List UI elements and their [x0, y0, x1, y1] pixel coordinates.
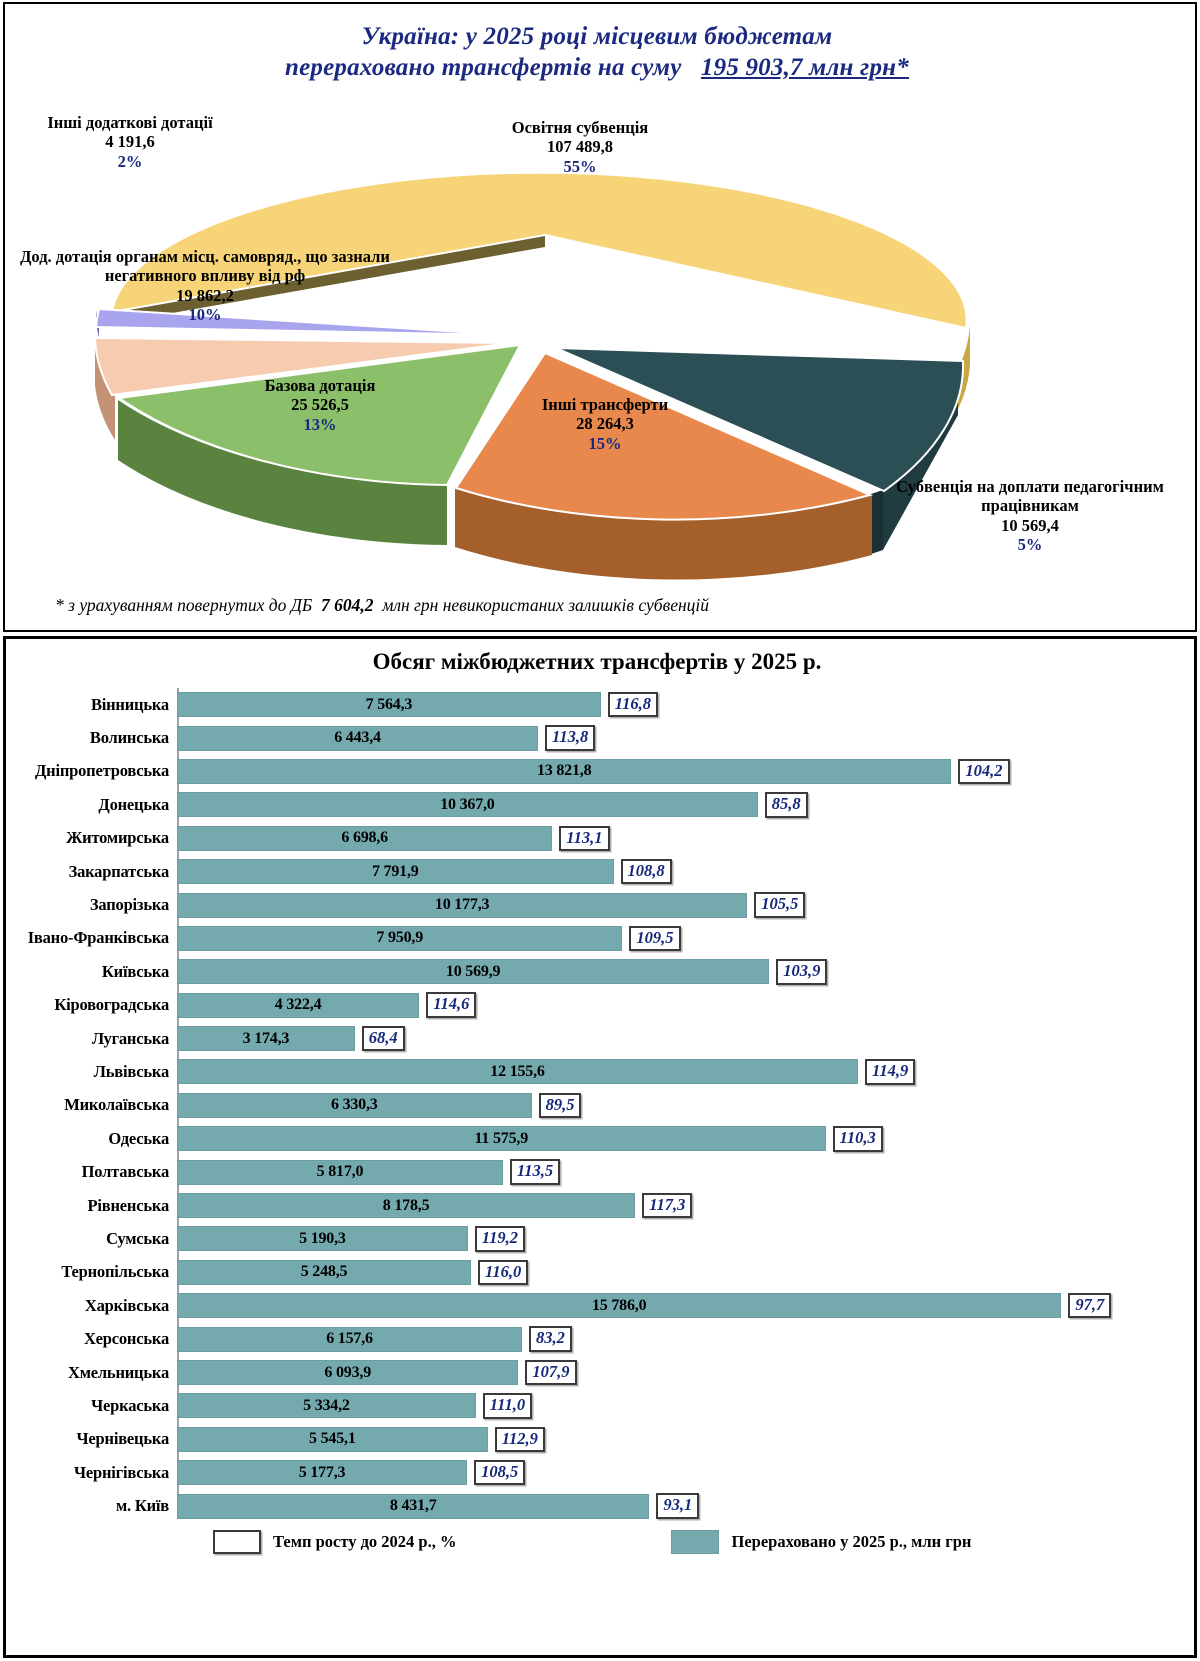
- bar-row-growth-badge: 119,2: [475, 1226, 525, 1252]
- bar-row-bar[interactable]: [177, 759, 951, 784]
- pie-chart: [0, 95, 1194, 595]
- bar-row-region: Вінницька: [90, 694, 169, 714]
- pie-label-basic: [180, 376, 460, 434]
- bar-row: [3, 688, 1197, 721]
- pie-label-extra-local-name: Дод. дотація органам місц. самовряд., що зазнали негативного впливу від рф: [20, 247, 390, 286]
- bar-row-growth-badge: 93,1: [656, 1493, 699, 1519]
- bar-row: [3, 1389, 1197, 1422]
- bar-row-growth-badge: 108,8: [621, 859, 672, 885]
- bar-row-region: Закарпатська: [68, 861, 169, 881]
- bar-row-amount: 5 190,3: [299, 1229, 346, 1247]
- bar-row-region: Запорізька: [89, 895, 169, 915]
- pie-title-total-amount: 195 903,7 млн грн*: [700, 53, 909, 81]
- bar-row-bar[interactable]: [177, 1427, 488, 1452]
- bar-row-track: [177, 1189, 1197, 1222]
- bar-row-growth-badge: 68,4: [362, 1026, 405, 1052]
- bar-row: [3, 721, 1197, 754]
- pie-label-basic-value: 25 526,5: [291, 395, 349, 415]
- pie-label-other-transfers: [455, 395, 755, 453]
- bar-chart-legend: [3, 1530, 1197, 1554]
- bar-row-track: [177, 1155, 1197, 1188]
- bar-row-track: [177, 755, 1197, 788]
- bar-row-amount: 6 330,3: [330, 1096, 378, 1114]
- bar-row-growth-badge: 113,8: [545, 725, 595, 751]
- bar-row-amount: 10 177,3: [434, 896, 490, 914]
- bar-row-amount: 6 443,4: [334, 729, 381, 747]
- bar-row-growth-badge: 89,5: [539, 1093, 582, 1119]
- bar-row-track: [177, 955, 1197, 988]
- bar-row-amount: 8 431,7: [389, 1497, 437, 1515]
- bar-row: [3, 989, 1197, 1022]
- bar-row: [3, 1122, 1197, 1155]
- bar-row-region: Волинська: [89, 728, 169, 748]
- bar-row: [3, 788, 1197, 821]
- bar-row-amount: 10 367,0: [440, 795, 495, 813]
- pie-chart-title: [0, 22, 1194, 83]
- pie-label-other-transfers-percent: 15%: [588, 433, 622, 453]
- bar-row: [3, 1222, 1197, 1255]
- bar-row: [3, 1256, 1197, 1289]
- bar-row-region: Полтавська: [81, 1162, 169, 1182]
- pie-label-other-extra: [5, 113, 255, 171]
- pie-footnote-prefix: * з урахуванням повернутих до ДБ: [55, 595, 313, 615]
- pie-footnote-amount: 7 604,2: [320, 595, 374, 615]
- bar-row-region: Сумська: [106, 1228, 169, 1248]
- bar-row-growth-badge: 111,0: [483, 1393, 532, 1419]
- pie-footnote: [55, 595, 709, 616]
- bar-row-region: Одеська: [108, 1128, 169, 1148]
- bar-row-track: [177, 1222, 1197, 1255]
- legend-growth-swatch-icon: [213, 1530, 261, 1554]
- legend-growth-label: Темп росту до 2024 р., %: [273, 1532, 457, 1551]
- bar-row-amount: 6 157,6: [326, 1330, 373, 1348]
- bar-row-bar[interactable]: [177, 1126, 826, 1151]
- bar-row-region: м. Київ: [115, 1496, 169, 1516]
- bar-row-region: Чернівецька: [76, 1429, 169, 1449]
- bar-row-region: Херсонська: [83, 1329, 169, 1349]
- bar-row-growth-badge: 113,1: [559, 826, 609, 852]
- bar-row-region: Миколаївська: [64, 1095, 169, 1115]
- bar-row-track: [177, 788, 1197, 821]
- bar-row-track: [177, 1122, 1197, 1155]
- bar-row-bar[interactable]: [177, 859, 614, 884]
- bar-row-region: Івано-Франківська: [27, 928, 169, 948]
- pie-label-other-extra-percent: 2%: [117, 151, 143, 171]
- pie-label-pedagogical-percent: 5%: [1017, 534, 1043, 554]
- bar-row-bar[interactable]: [177, 1026, 355, 1051]
- bar-row-track: [177, 1055, 1197, 1088]
- bar-row-growth-badge: 116,0: [478, 1260, 528, 1286]
- bar-row-track: [177, 888, 1197, 921]
- bar-row: [3, 1022, 1197, 1055]
- bar-row: [3, 1322, 1197, 1355]
- bar-row-growth-badge: 112,9: [495, 1427, 545, 1453]
- pie-label-extra-local-value: 19 862,2: [176, 285, 234, 305]
- bar-row-track: [177, 1289, 1197, 1322]
- bar-row-bar[interactable]: [177, 1327, 522, 1352]
- bar-row-region: Черкаська: [91, 1395, 169, 1415]
- bar-row-region: Житомирська: [66, 828, 169, 848]
- bar-row-bar[interactable]: [177, 1226, 468, 1251]
- bar-row-track: [177, 721, 1197, 754]
- bar-row-growth-badge: 110,3: [833, 1126, 883, 1152]
- bar-row-amount: 7 564,3: [365, 695, 413, 713]
- bar-row-growth-badge: 107,9: [525, 1360, 576, 1386]
- bar-row-track: [177, 1389, 1197, 1422]
- pie-label-pedagogical-name: Субвенція на доплати педагогічним працівникам: [896, 477, 1164, 516]
- bar-row-region: Дніпропетровська: [35, 761, 169, 781]
- pie-title-line-2: [0, 53, 1194, 84]
- bar-row-growth-badge: 97,7: [1068, 1293, 1111, 1319]
- bar-chart-rows: [3, 688, 1197, 1523]
- bar-row-track: [177, 989, 1197, 1022]
- legend-item-amount: [671, 1530, 971, 1554]
- bar-row: [3, 1423, 1197, 1456]
- bar-row-region: Донецька: [98, 794, 169, 814]
- bar-row: [3, 822, 1197, 855]
- pie-label-education-percent: 55%: [563, 156, 597, 176]
- bar-row-amount: 6 093,9: [324, 1363, 371, 1381]
- bar-row-growth-badge: 83,2: [529, 1326, 572, 1352]
- bar-row-bar[interactable]: [177, 926, 622, 951]
- bar-row-amount: 5 334,2: [303, 1396, 350, 1414]
- bar-row-growth-badge: 85,8: [765, 792, 808, 818]
- bar-row: [3, 1456, 1197, 1489]
- bar-row: [3, 755, 1197, 788]
- bar-row-region: Харківська: [84, 1295, 169, 1315]
- bar-row-growth-badge: 108,5: [474, 1460, 525, 1486]
- bar-row-growth-badge: 114,6: [426, 992, 476, 1018]
- pie-label-extra-local-percent: 10%: [188, 304, 222, 324]
- bar-row-amount: 13 821,8: [536, 762, 592, 780]
- bar-row-amount: 15 786,0: [591, 1296, 647, 1314]
- bar-row-amount: 3 174,3: [242, 1029, 290, 1047]
- bar-row-bar[interactable]: [177, 993, 419, 1018]
- bar-row-bar[interactable]: [177, 959, 769, 984]
- bar-row-amount: 6 698,6: [341, 829, 388, 847]
- bar-row-growth-badge: 114,9: [865, 1059, 915, 1085]
- bar-row-bar[interactable]: [177, 1460, 467, 1485]
- pie-label-other-extra-value: 4 191,6: [105, 132, 155, 152]
- bar-row-region: Рівненська: [87, 1195, 169, 1215]
- bar-row-region: Хмельницька: [67, 1362, 169, 1382]
- bar-row-track: [177, 1089, 1197, 1122]
- bar-row: [3, 1055, 1197, 1088]
- bar-row: [3, 922, 1197, 955]
- bar-row-growth-badge: 103,9: [776, 959, 827, 985]
- bar-row-track: [177, 855, 1197, 888]
- bar-row-bar[interactable]: [177, 1160, 503, 1185]
- legend-item-growth: [213, 1530, 456, 1554]
- bar-row-amount: 11 575,9: [474, 1129, 529, 1147]
- bar-row: [3, 1356, 1197, 1389]
- bar-row-growth-badge: 116,8: [608, 692, 658, 718]
- bar-row-track: [177, 1322, 1197, 1355]
- bar-row-track: [177, 1456, 1197, 1489]
- pie-label-basic-percent: 13%: [303, 414, 337, 434]
- bar-row-bar[interactable]: [177, 1360, 518, 1385]
- bar-row-track: [177, 1356, 1197, 1389]
- bar-row-amount: 7 950,9: [376, 929, 423, 947]
- pie-label-pedagogical: [880, 477, 1180, 554]
- pie-label-pedagogical-value: 10 569,4: [1001, 515, 1059, 535]
- pie-label-education: [430, 118, 730, 176]
- pie-label-other-extra-name: Інші додаткові дотації: [47, 113, 213, 132]
- bar-row: [3, 1155, 1197, 1188]
- bar-row: [3, 955, 1197, 988]
- bar-row: [3, 1289, 1197, 1322]
- pie-title-line-1: Україна: у 2025 році місцевим бюджетам: [361, 23, 833, 50]
- bar-row-growth-badge: 104,2: [958, 759, 1009, 785]
- bar-row-track: [177, 1022, 1197, 1055]
- bar-row: [3, 1089, 1197, 1122]
- bar-row-bar[interactable]: [177, 726, 538, 751]
- bar-row-bar[interactable]: [177, 792, 758, 817]
- pie-label-other-transfers-name: Інші трансферти: [541, 395, 669, 414]
- bar-row-track: [177, 688, 1197, 721]
- bar-row-amount: 10 569,9: [445, 962, 501, 980]
- bar-row-region: Київська: [101, 961, 169, 981]
- bar-row-bar[interactable]: [177, 692, 601, 717]
- bar-row-track: [177, 1489, 1197, 1522]
- bar-row-track: [177, 1256, 1197, 1289]
- pie-label-education-value: 107 489,8: [547, 137, 613, 157]
- pie-footnote-suffix: млн грн невикористаних залишків субвенцій: [382, 595, 710, 615]
- pie-label-education-name: Освітня субвенція: [511, 118, 649, 137]
- bar-row-region: Кіровоградська: [54, 995, 169, 1015]
- bar-row-region: Луганська: [91, 1028, 169, 1048]
- bar-row-amount: 8 178,5: [382, 1196, 430, 1214]
- bar-row-bar[interactable]: [177, 1260, 471, 1285]
- bar-row: [3, 1189, 1197, 1222]
- bar-row-bar[interactable]: [177, 893, 747, 918]
- bar-row-bar[interactable]: [177, 1093, 532, 1118]
- bar-row-growth-badge: 109,5: [629, 926, 680, 952]
- bar-row-growth-badge: 117,3: [642, 1193, 692, 1219]
- pie-label-other-transfers-value: 28 264,3: [576, 414, 634, 434]
- bar-row-amount: 5 248,5: [300, 1263, 348, 1281]
- bar-row-region: Львівська: [93, 1061, 169, 1081]
- bar-chart-title: Обсяг міжбюджетних трансфертів у 2025 р.: [372, 649, 822, 674]
- bar-row-amount: 7 791,9: [371, 862, 419, 880]
- legend-amount-label: Перераховано у 2025 р., млн грн: [731, 1532, 972, 1551]
- bar-row-amount: 5 177,3: [298, 1463, 346, 1481]
- bar-row: [3, 888, 1197, 921]
- bar-row-amount: 5 817,0: [316, 1163, 364, 1181]
- bar-row-growth-badge: 105,5: [754, 892, 805, 918]
- pie-label-extra-local: [10, 247, 400, 324]
- bar-row-bar[interactable]: [177, 1193, 635, 1218]
- bar-row-region: Чернігівська: [73, 1462, 169, 1482]
- bar-row-track: [177, 1423, 1197, 1456]
- bar-row-bar[interactable]: [177, 826, 552, 851]
- bar-row: [3, 855, 1197, 888]
- bar-row: [3, 1489, 1197, 1522]
- pie-title-line-2-text: перераховано трансфертів на суму: [285, 53, 682, 81]
- bar-row-bar[interactable]: [177, 1293, 1061, 1318]
- bar-row-region: Тернопільська: [61, 1262, 169, 1282]
- bar-row-amount: 5 545,1: [309, 1430, 356, 1448]
- pie-label-basic-name: Базова дотація: [264, 376, 376, 395]
- bar-row-growth-badge: 113,5: [510, 1159, 560, 1185]
- bar-row-bar[interactable]: [177, 1393, 476, 1418]
- bar-row-track: [177, 922, 1197, 955]
- bar-row-bar[interactable]: [177, 1494, 649, 1519]
- legend-amount-swatch-icon: [671, 1530, 719, 1554]
- bar-row-amount: 12 155,6: [490, 1062, 545, 1080]
- bar-row-bar[interactable]: [177, 1059, 858, 1084]
- bar-row-track: [177, 822, 1197, 855]
- bar-row-amount: 4 322,4: [274, 996, 322, 1014]
